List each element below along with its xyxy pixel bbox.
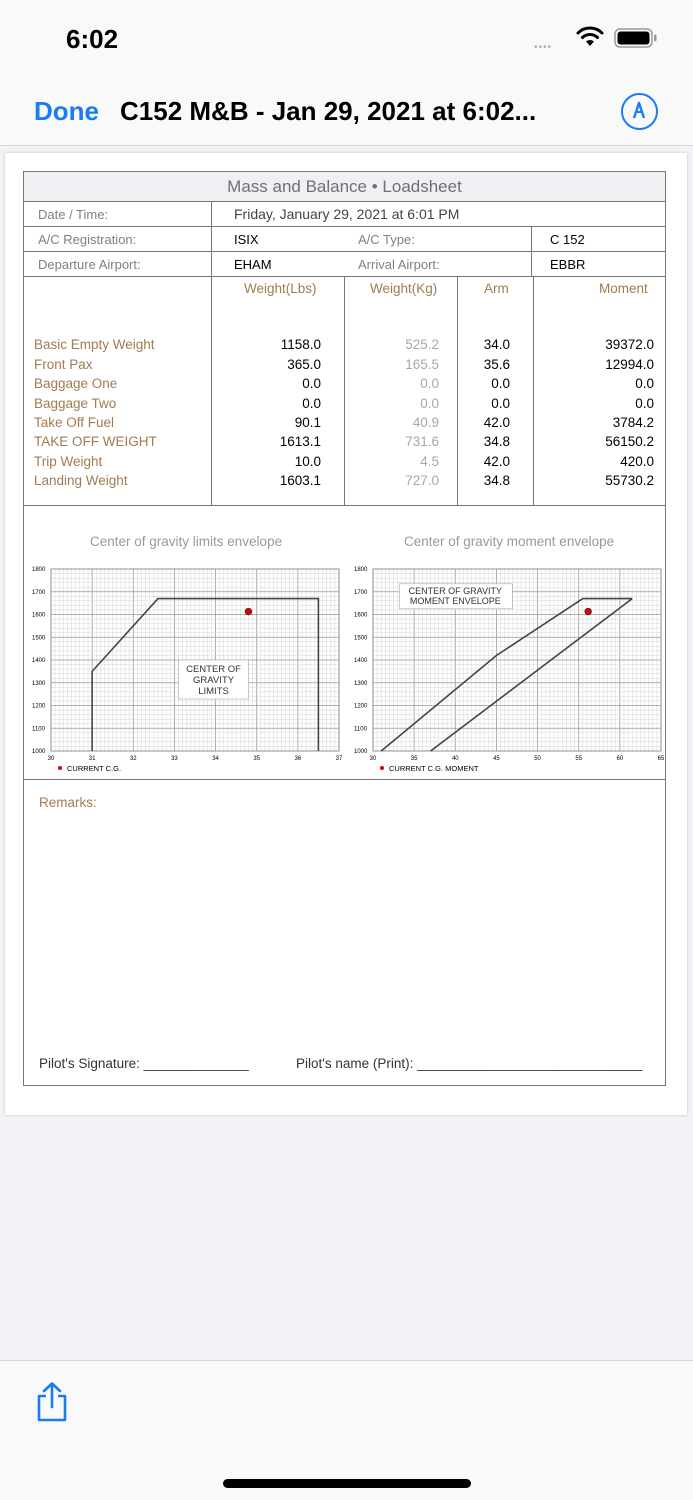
table-row: Front Pax 365.0 165.5 35.6 12994.0 — [34, 357, 654, 372]
x-tick-label: 50 — [534, 756, 541, 762]
y-tick-label: 1400 — [354, 658, 368, 664]
registration-row — [24, 227, 665, 252]
departure-value: EHAM — [211, 252, 344, 276]
share-icon — [35, 1381, 69, 1423]
x-tick-label: 36 — [294, 756, 302, 762]
x-tick-label: 32 — [129, 756, 137, 762]
x-tick-label: 60 — [616, 756, 624, 762]
type-label: A/C Type: — [358, 231, 415, 247]
current-cg-point — [585, 608, 592, 615]
table-row: Landing Weight 1603.1 727.0 34.8 55730.2 — [34, 473, 654, 488]
legend-label: CURRENT C.G. — [67, 764, 122, 773]
annotation-text: MOMENT ENVELOPE — [409, 595, 501, 606]
weight-table — [24, 277, 665, 506]
y-tick-label: 1500 — [32, 635, 46, 642]
cg-moment-chart — [346, 554, 666, 779]
x-tick-label: 37 — [335, 756, 343, 762]
y-tick-label: 1600 — [354, 612, 368, 619]
annotation-text: CENTER OF GRAVITY — [408, 585, 503, 596]
remarks-label: Remarks: — [39, 795, 97, 810]
col-moment: Moment — [599, 281, 648, 296]
annotation-text: CENTER OF — [186, 664, 241, 675]
legend-label: CURRENT C.G. MOMENT — [389, 764, 479, 773]
x-tick-label: 65 — [657, 756, 665, 762]
x-tick-label: 45 — [493, 756, 500, 762]
document-title: C152 M&B - Jan 29, 2021 at 6:02... — [120, 96, 537, 126]
y-tick-label: 1200 — [32, 703, 46, 710]
charts-section — [24, 506, 665, 780]
arrival-value: EBBR — [531, 252, 665, 276]
battery-icon — [614, 28, 658, 48]
cellular-signal-icon: •••• — [534, 42, 553, 53]
col-arm: Arm — [484, 281, 509, 296]
y-tick-label: 1600 — [32, 612, 46, 619]
x-tick-label: 31 — [88, 756, 96, 762]
airport-row — [24, 252, 665, 277]
arrival-label: Arrival Airport: — [358, 256, 440, 272]
x-tick-label: 35 — [410, 756, 418, 762]
pilot-name-line: Pilot's name (Print): ______________________________ — [296, 1056, 643, 1071]
current-cg-point — [245, 608, 252, 615]
date-label: Date / Time: — [38, 206, 109, 222]
table-row: Baggage One 0.0 0.0 0.0 0.0 — [34, 376, 654, 391]
annotation-text: GRAVITY — [193, 675, 235, 686]
departure-label: Departure Airport: — [38, 256, 141, 272]
done-button[interactable]: Done — [34, 96, 99, 126]
y-tick-label: 1800 — [354, 567, 368, 573]
y-tick-label: 1200 — [354, 703, 368, 710]
y-tick-label: 1000 — [32, 749, 46, 755]
loadsheet-title: Mass and Balance • Loadsheet — [24, 172, 665, 202]
y-tick-label: 1500 — [354, 635, 368, 642]
chart-title-cg-moment: Center of gravity moment envelope — [404, 534, 615, 549]
markup-pen-icon — [623, 95, 655, 127]
chart-title-cg-limits: Center of gravity limits envelope — [90, 534, 283, 549]
legend-marker — [380, 766, 384, 770]
status-bar — [0, 0, 693, 80]
table-row: Basic Empty Weight 1158.0 525.2 34.0 39372.0 — [34, 337, 654, 352]
markup-button[interactable] — [621, 93, 658, 130]
wifi-icon — [575, 26, 605, 48]
y-tick-label: 1100 — [32, 726, 45, 733]
x-tick-label: 33 — [171, 756, 178, 762]
navigation-bar — [0, 80, 693, 146]
bottom-toolbar — [0, 1360, 693, 1500]
registration-value: ISIX — [211, 227, 344, 251]
share-button[interactable] — [35, 1381, 69, 1428]
type-value: C 152 — [531, 227, 665, 251]
date-row — [24, 202, 665, 227]
annotation-text: LIMITS — [198, 686, 229, 697]
table-row: Trip Weight 10.0 4.5 42.0 420.0 — [34, 454, 654, 469]
legend-marker — [58, 766, 62, 770]
y-tick-label: 1400 — [32, 658, 46, 664]
y-tick-label: 1300 — [354, 680, 368, 687]
x-tick-label: 30 — [47, 756, 55, 762]
status-time: 6:02 — [66, 24, 119, 54]
registration-label: A/C Registration: — [38, 231, 137, 247]
y-tick-label: 1100 — [354, 726, 367, 733]
table-row: TAKE OFF WEIGHT 1613.1 731.6 34.8 56150.2 — [34, 434, 654, 449]
col-weight-kg: Weight(Kg) — [370, 281, 438, 296]
x-tick-label: 35 — [253, 756, 261, 762]
y-tick-label: 1700 — [354, 589, 368, 596]
y-tick-label: 1000 — [354, 749, 368, 755]
table-row: Take Off Fuel 90.1 40.9 42.0 3784.2 — [34, 415, 654, 430]
table-row: Baggage Two 0.0 0.0 0.0 0.0 — [34, 396, 654, 411]
document-page — [5, 153, 687, 1115]
x-tick-label: 30 — [369, 756, 377, 762]
date-value: Friday, January 29, 2021 at 6:01 PM — [211, 202, 665, 226]
remarks-section — [24, 780, 665, 1085]
loadsheet — [23, 171, 666, 1086]
col-weight-lbs: Weight(Lbs) — [244, 281, 317, 296]
pilot-signature-line: Pilot's Signature: ______________ — [39, 1056, 249, 1071]
y-tick-label: 1700 — [32, 589, 46, 596]
x-tick-label: 40 — [451, 756, 459, 762]
x-tick-label: 55 — [575, 756, 583, 762]
x-tick-label: 34 — [212, 756, 219, 762]
y-tick-label: 1300 — [32, 680, 46, 687]
y-tick-label: 1800 — [32, 567, 46, 573]
home-indicator — [223, 1479, 471, 1488]
cg-limits-chart — [24, 554, 344, 779]
